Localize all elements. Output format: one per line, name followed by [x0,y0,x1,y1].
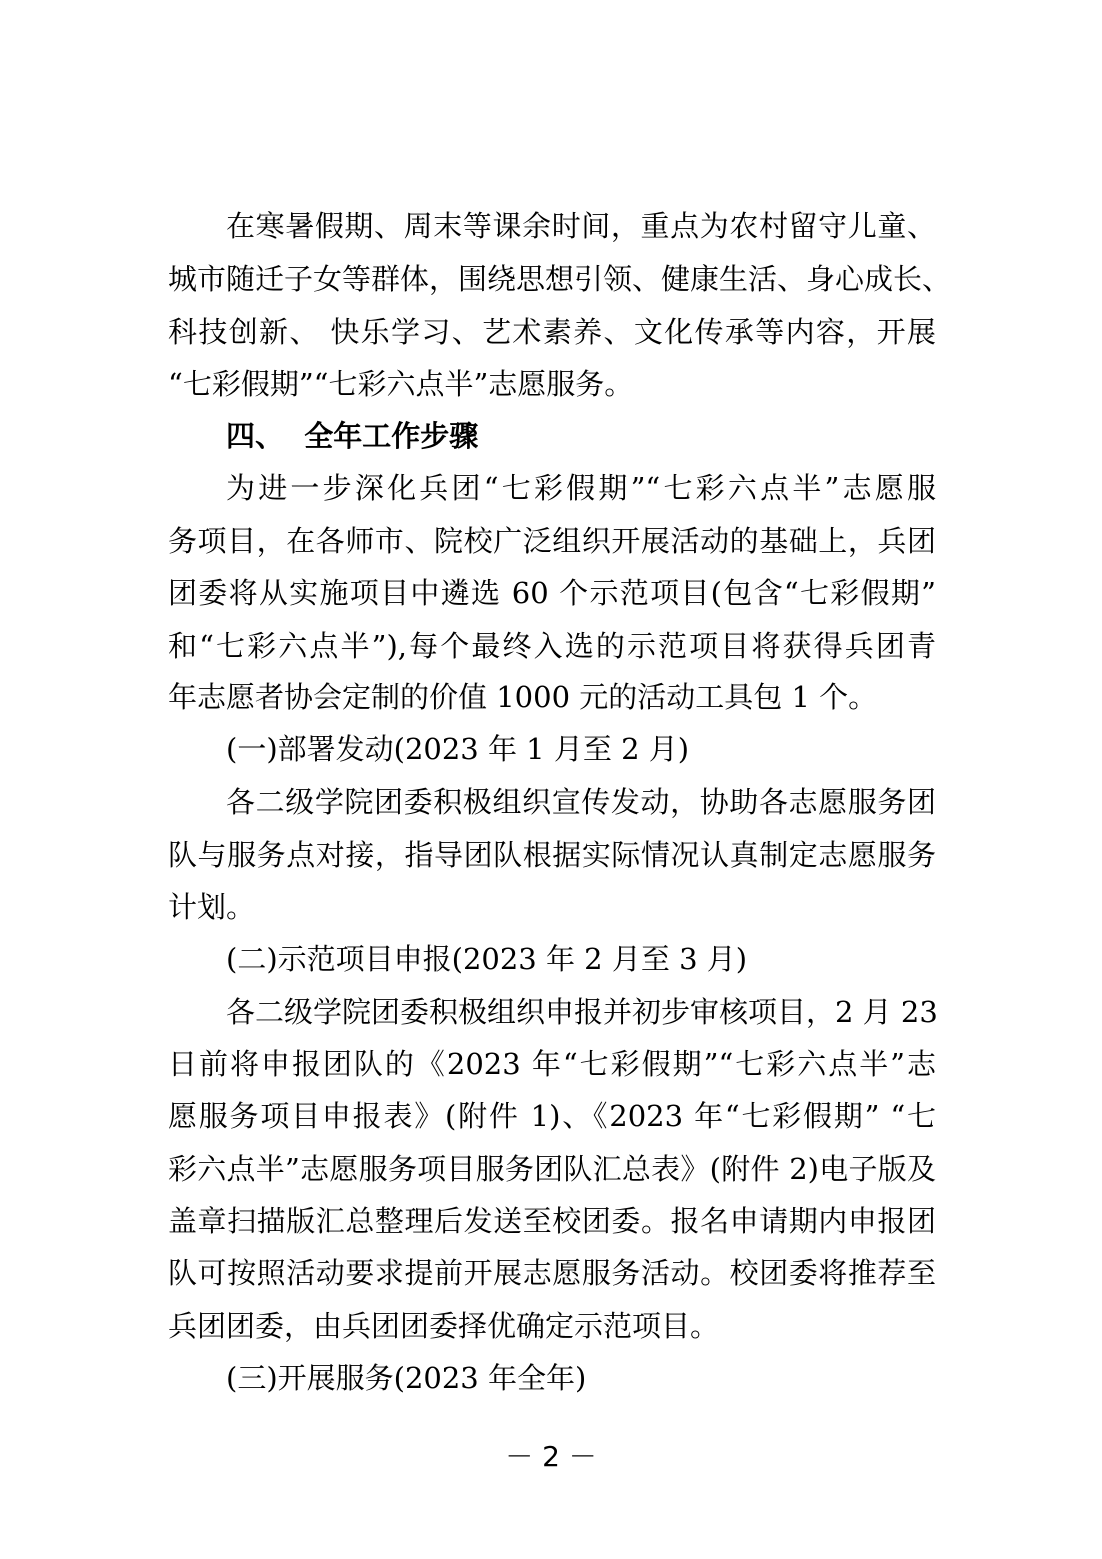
paragraph-line: 队与服务点对接，指导团队根据实际情况认真制定志愿服务 [168,838,936,872]
step-heading: (一)部署发动(2023 年 1 月至 2 月) [226,732,690,766]
paragraph-line: 兵团团委，由兵团团委择优确定示范项目。 [168,1309,720,1343]
paragraph-line: 日前将申报团队的《2023 年“七彩假期”“七彩六点半”志 [168,1047,936,1081]
paragraph-line: 彩六点半”志愿服务项目服务团队汇总表》(附件 2)电子版及 [168,1152,936,1186]
paragraph-line: “七彩假期”“七彩六点半”志愿服务。 [168,367,634,401]
paragraph-line: 各二级学院团委积极组织宣传发动，协助各志愿服务团 [226,785,936,819]
paragraph-line: 计划。 [168,890,256,924]
paragraph-line: 在寒暑假期、周末等课余时间，重点为农村留守儿童、 [226,209,936,243]
paragraph-line: 各二级学院团委积极组织申报并初步审核项目，2 月 23 [226,995,938,1029]
step-heading: (三)开展服务(2023 年全年) [226,1361,587,1395]
paragraph-line: 科技创新、 快乐学习、艺术素养、文化传承等内容，开展 [168,315,936,349]
paragraph-line: 年志愿者协会定制的价值 1000 元的活动工具包 1 个。 [168,680,878,714]
page-number: － 2 － [505,1440,597,1473]
paragraph-line: 团委将从实施项目中遴选 60 个示范项目(包含“七彩假期” [168,576,936,610]
section-heading: 四、 全年工作步骤 [226,419,479,453]
paragraph-line: 愿服务项目申报表》(附件 1)、《2023 年“七彩假期” “七 [168,1099,936,1133]
paragraph-line: 城市随迁子女等群体，围绕思想引领、健康生活、身心成长、 [168,262,952,296]
paragraph-line: 为进一步深化兵团“七彩假期”“七彩六点半”志愿服 [226,471,936,505]
paragraph-line: 和“七彩六点半”),每个最终入选的示范项目将获得兵团青 [168,629,936,663]
paragraph-line: 务项目，在各师市、院校广泛组织开展活动的基础上，兵团 [168,524,936,558]
paragraph-line: 队可按照活动要求提前开展志愿服务活动。校团委将推荐至 [168,1256,936,1290]
paragraph-line: 盖章扫描版汇总整理后发送至校团委。报名申请期内申报团 [168,1204,936,1238]
step-heading: (二)示范项目申报(2023 年 2 月至 3 月) [226,942,748,976]
